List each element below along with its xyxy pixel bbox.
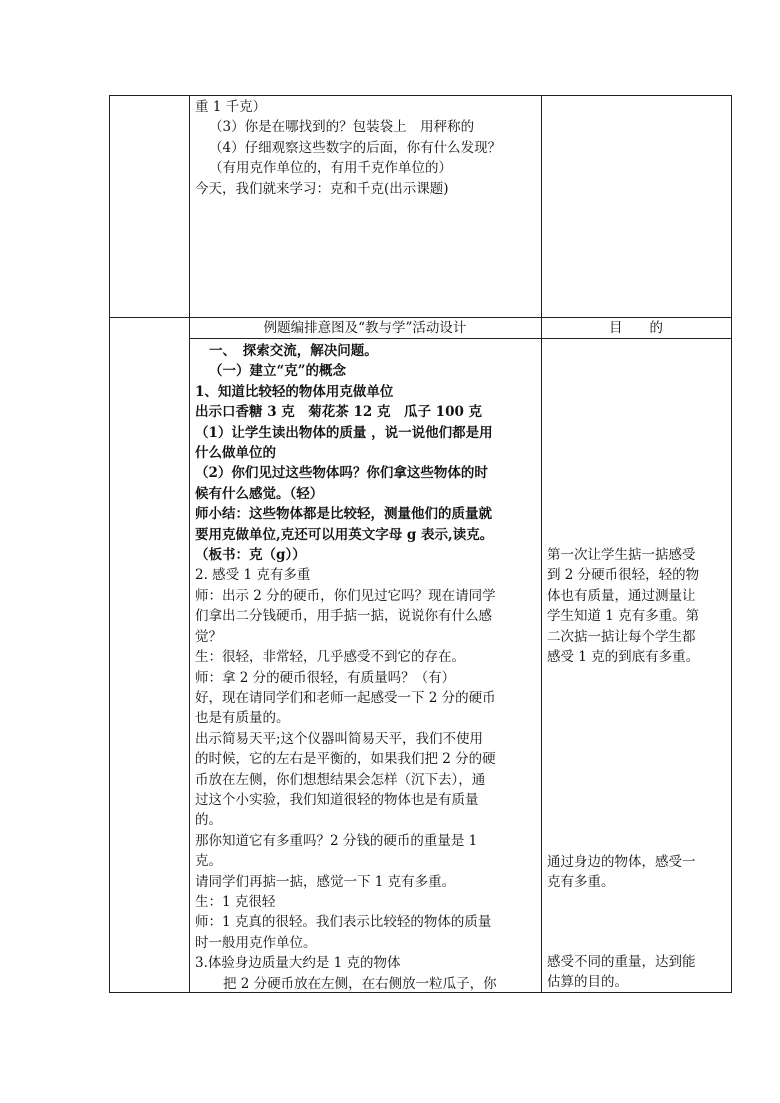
purpose-note [547, 952, 729, 993]
text-line: 师：1 克真的很轻。我们表示比较轻的物体的质量 [195, 914, 492, 931]
text-line: 请同学们再掂一掂，感觉一下 1 克有多重。 [195, 873, 456, 890]
text-line: （3）你是在哪找到的？包装袋上 用秤称的 [209, 119, 475, 136]
text-line: 生：1 克很轻 [195, 893, 276, 910]
text-line: 学生知道 1 克有多重。第 [547, 608, 700, 625]
text-line: 感受 1 克的到底有多重。 [547, 649, 700, 666]
text-line: 师：出示 2 分的硬币，你们见过它吗？现在请同学 [195, 587, 496, 604]
text-line: 候有什么感觉。（轻） [195, 485, 324, 502]
text-line: 出示口香糖 3 克 菊花茶 12 克 瓜子 100 克 [195, 404, 483, 421]
text-line: 师小结：这些物体都是比较轻，测量他们的质量就 [195, 506, 492, 523]
intro-cell [195, 97, 537, 199]
text-line: （2）你们见过这些物体吗？你们拿这些物体的时 [195, 465, 488, 482]
purpose-column-header: 目 的 [609, 320, 663, 336]
text-line: 二次掂一掂让每个学生都 [547, 628, 696, 645]
activity-design-cell [195, 341, 537, 994]
table-border-left [109, 95, 110, 993]
text-line: 们拿出二分钱硬币，用手掂一掂，说说你有什么感 [195, 608, 492, 625]
text-line: 克。 [195, 853, 222, 870]
section-heading: 一、 探索交流，解决问题。 [209, 343, 378, 359]
text-line: 师：拿 2 分的硬币很轻，有质量吗？（有） [195, 669, 456, 686]
text-line: 过这个小实验，我们知道很轻的物体也是有质量 [195, 791, 479, 808]
text-line: （1）让学生读出物体的质量 ，说一说他们都是用 [195, 424, 493, 441]
text-line: 币放在左侧，你们想想结果会怎样（沉下去），通 [195, 771, 486, 788]
text-line: 今天，我们就来学习：克和千克(出示课题) [195, 180, 449, 197]
text-line: 生：很轻，非常轻，几乎感受不到它的存在。 [195, 649, 465, 666]
subsection-heading: （一）建立“克”的概念 [209, 363, 347, 380]
text-line: 觉？ [195, 628, 222, 645]
design-column-header: 例题编排意图及“教与学”活动设计 [263, 320, 467, 336]
text-line: 出示简易天平;这个仪器叫简易天平，我们不使用 [195, 730, 484, 747]
text-line: 2. 感受 1 克有多重 [195, 567, 311, 584]
text-line: 通过身边的物体，感受一 [547, 854, 696, 870]
table-border-top [109, 95, 732, 96]
table-border-right [731, 95, 732, 993]
text-line: （4）仔细观察这些数字的后面，你有什么发现？ [209, 139, 502, 156]
text-line: 要用克做单位,克还可以用英文字母 g 表示,读克。 [195, 526, 494, 543]
text-line: 时一般用克作单位。 [195, 934, 317, 951]
purpose-note [547, 545, 729, 667]
text-line: 的时候，它的左右是平衡的，如果我们把 2 分的硬 [195, 751, 496, 768]
text-line: 感受不同的重量，达到能 [547, 954, 696, 970]
text-line: 的。 [195, 812, 222, 829]
text-line: 体也有质量，通过测量让 [547, 587, 696, 604]
table-divider [189, 338, 732, 339]
text-line: 什么做单位的 [195, 445, 276, 462]
text-line: 到 2 分硬币很轻，轻的物 [547, 567, 700, 584]
text-line: 好，现在请同学们和老师一起感受一下 2 分的硬币 [195, 689, 496, 706]
text-line: 估算的目的。 [547, 974, 628, 991]
text-line: （板书：克（g）） [195, 547, 306, 564]
text-line: 3.体验身边质量大约是 1 克的物体 [195, 955, 401, 972]
text-line: 也是有质量的。 [195, 710, 290, 727]
text-line: 那你知道它有多重吗？2 分钱的硬币的重量是 1 [195, 832, 478, 849]
text-line: 克有多重。 [547, 874, 615, 891]
table-divider [189, 95, 190, 993]
text-line: 1、知道比较轻的物体用克做单位 [195, 383, 394, 400]
text-line: 第一次让学生掂一掂感受 [547, 547, 696, 563]
table-divider [541, 95, 542, 993]
purpose-note [547, 852, 729, 893]
text-line: 把 2 分硬币放在左侧，在右侧放一粒瓜子，你 [223, 975, 497, 992]
text-line: （有用克作单位的，有用千克作单位的） [209, 160, 452, 177]
text-line: 重 1 千克） [195, 99, 267, 115]
